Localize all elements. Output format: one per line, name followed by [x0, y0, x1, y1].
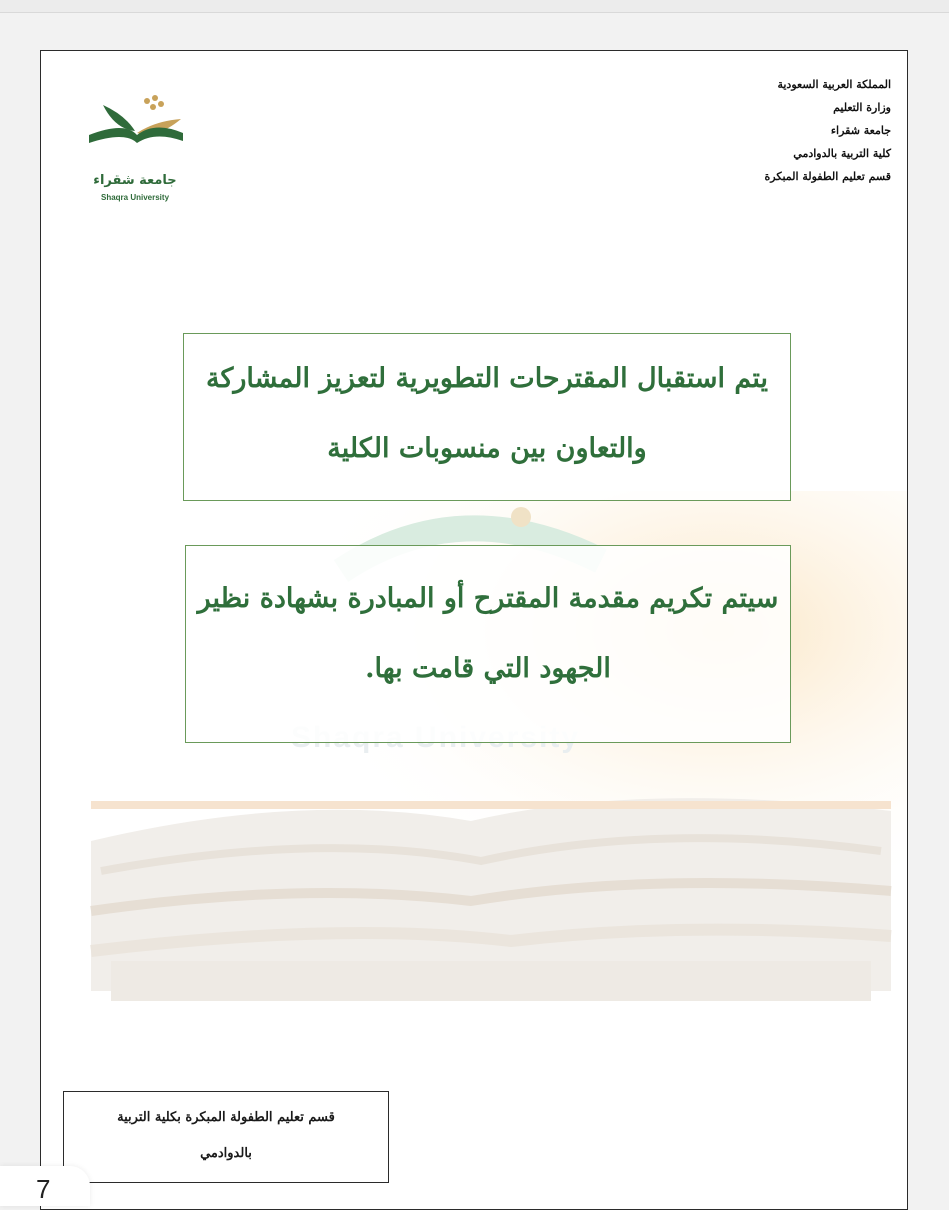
- department-footer-box: [63, 1091, 389, 1183]
- document-page: [40, 50, 908, 1210]
- logo-english-text: Shaqra University: [100, 193, 170, 202]
- header-line-kingdom: المملكة العربية السعودية: [777, 78, 891, 91]
- logo-arabic-text: جامعة شقراء: [93, 173, 177, 188]
- institution-header: [765, 73, 891, 188]
- page-number-badge: [0, 1166, 90, 1206]
- suggestions-notice-line2: والتعاون بين منسوبات الكلية: [327, 433, 647, 464]
- page-number: 7: [36, 1174, 51, 1204]
- header-line-department: قسم تعليم الطفولة المبكرة: [764, 170, 891, 183]
- honor-notice-line1: سيتم تكريم مقدمة المقترح أو المبادرة بشهادة نظير: [197, 583, 779, 614]
- honor-notice-box: [185, 545, 791, 743]
- suggestions-notice-line1: يتم استقبال المقترحات التطويرية لتعزيز المشاركة: [205, 363, 769, 394]
- viewer-top-bar: [0, 0, 949, 13]
- header-line-ministry: وزارة التعليم: [833, 101, 891, 114]
- footer-line2: بالدوادمي: [200, 1146, 252, 1161]
- honor-notice-line2: الجهود التي قامت بها.: [365, 653, 611, 684]
- university-logo: [85, 91, 185, 202]
- suggestions-notice-box: [183, 333, 791, 501]
- footer-line1: قسم تعليم الطفولة المبكرة بكلية التربية: [117, 1110, 335, 1125]
- header-line-university: جامعة شقراء: [830, 124, 891, 137]
- header-line-college: كلية التربية بالدوادمي: [793, 147, 891, 160]
- university-logo-icon: [85, 91, 185, 171]
